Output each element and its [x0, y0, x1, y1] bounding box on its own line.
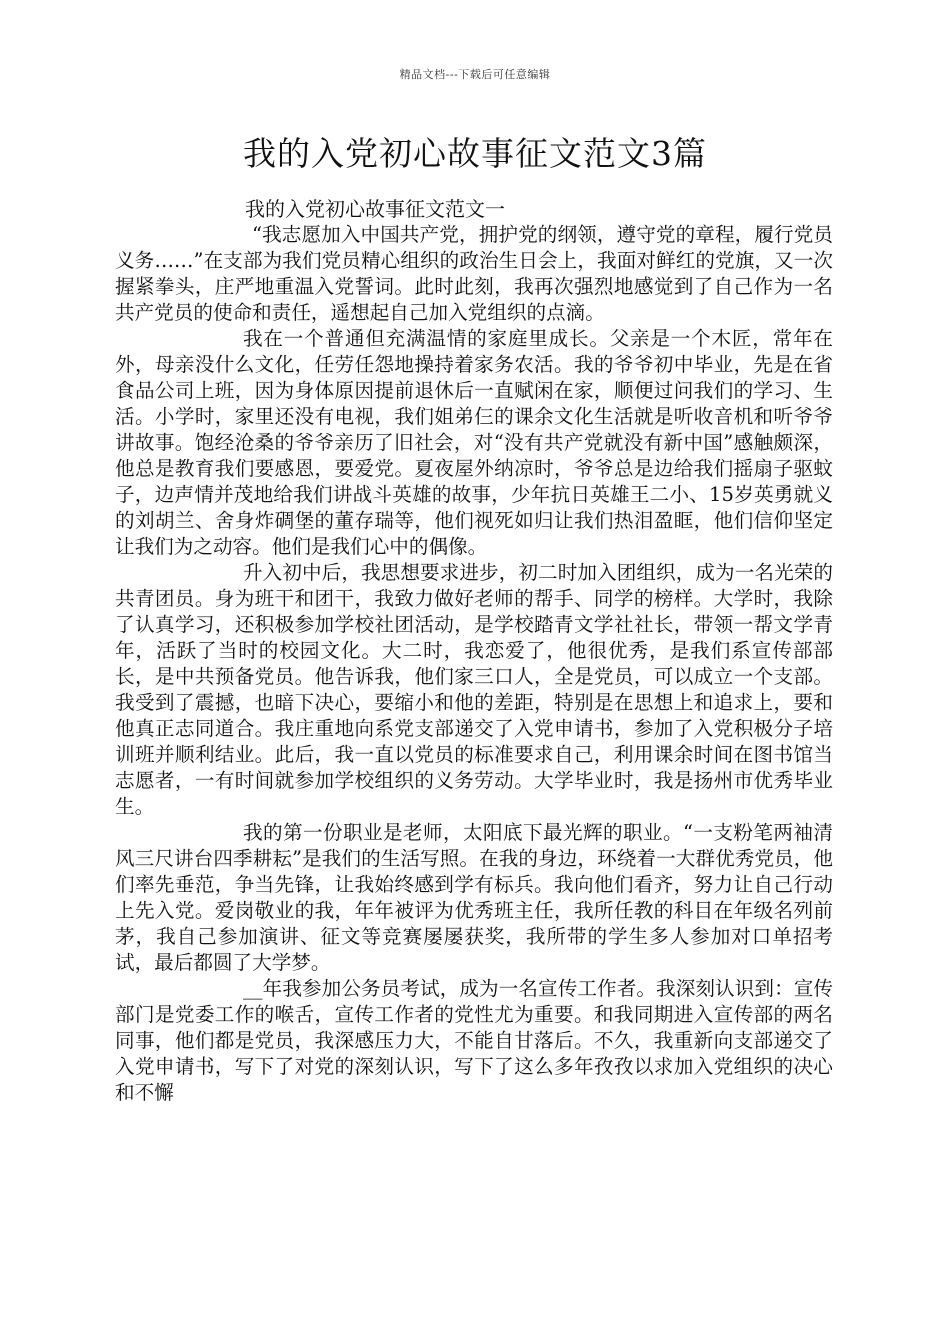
paragraph: __年我参加公务员考试，成为一名宣传工作者。我深刻认识到：宣传部门是党委工作的喉舌，宣传工作者的党性尤为重要。和我同期进入宣传部的两名同事，他们都是党员，我深感压力大，不能自甘落后。不久，我重新向支部递交了入党申请书，写下了对党的深刻认识，写下了这么多年孜孜以求加入党组织的决心和不懈	[115, 977, 833, 1104]
paragraph: 我的第一份职业是老师，太阳底下最光辉的职业。“一支粉笔两袖清风三尺讲台四季耕耘”是我们的生活写照。在我的身边，环绕着一大群优秀党员，他们率先垂范，争当先锋，让我始终感到学有标兵。我向他们看齐，努力让自己行动上先入党。爱岗敬业的我，年年被评为优秀班主任，我所任教的科目在年级名列前茅，我自己参加演讲、征文等竞赛屡屡获奖，我所带的学生多人参加对口单招考试，最后都圆了大学梦。	[115, 821, 833, 974]
paragraph: 升入初中后，我思想要求进步，初二时加入团组织，成为一名光荣的共青团员。身为班干和团干，我致力做好老师的帮手、同学的榜样。大学时，我除了认真学习，还积极参加学校社团活动，是学校踏青文学社社长，带领一帮文学青年，活跃了当时的校园文化。大二时，我恋爱了，他很优秀，是我们系宣传部部长，是中共预备党员。他告诉我，他们家三口人，全是党员，可以成立一个支部。我受到了震撼，也暗下决心，要缩小和他的差距，特别是在思想上和追求上，要和他真正志同道合。我庄重地向系党支部递交了入党申请书，参加了入党积极分子培训班并顺利结业。此后，我一直以党员的标准要求自己，利用课余时间在图书馆当志愿者，一有时间就参加学校组织的义务劳动。大学毕业时，我是扬州市优秀毕业生。	[115, 561, 833, 818]
section-subtitle: 我的入党初心故事征文范文一	[245, 197, 505, 221]
document-title: 我的入党初心故事征文范文3篇	[243, 134, 707, 173]
document-body	[115, 196, 833, 1106]
paragraph: 我在一个普通但充满温情的家庭里成长。父亲是一个木匠，常年在外，母亲没什么文化，任劳任怨地操持着家务农活。我的爷爷初中毕业，先是在省食品公司上班，因为身体原因提前退休后一直赋闲在家，顺便过问我们的学习、生活。小学时，家里还没有电视，我们姐弟仨的课余文化生活就是听收音机和听爷爷讲故事。饱经沧桑的爷爷亲历了旧社会，对“没有共产党就没有新中国”感触颇深，他总是教育我们要感恩，要爱党。夏夜屋外纳凉时，爷爷总是边给我们摇扇子驱蚊子，边声情并茂地给我们讲战斗英雄的故事，少年抗日英雄王二小、15岁英勇就义的刘胡兰、舍身炸碉堡的董存瑞等，他们视死如归让我们热泪盈眶，他们信仰坚定让我们为之动容。他们是我们心中的偶像。	[115, 327, 833, 558]
paragraph: “我志愿加入中国共产党，拥护党的纲领，遵守党的章程，履行党员义务……”在支部为我们党员精心组织的政治生日会上，我面对鲜红的党旗，又一次握紧拳头，庄严地重温入党誓词。此时此刻，我再次强烈地感觉到了自己作为一名共产党员的使命和责任，遥想起自己加入党组织的点滴。	[115, 223, 833, 324]
header-note: 精品文档---下载后可任意编辑	[399, 68, 551, 81]
